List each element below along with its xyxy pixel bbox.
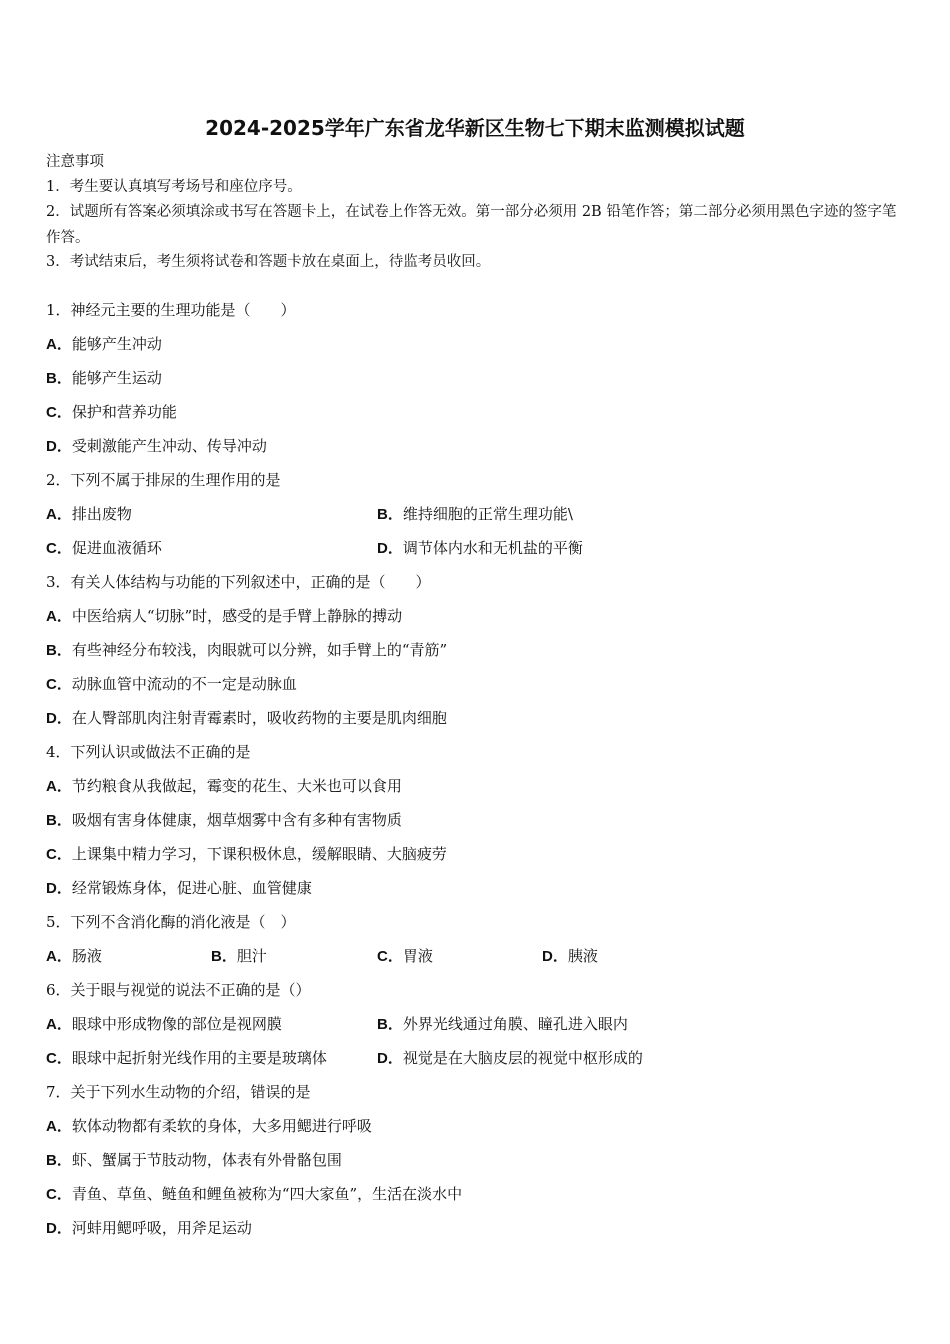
- page-title: 2024-2025学年广东省龙华新区生物七下期末监测模拟试题: [205, 116, 745, 140]
- question-stem: 6．关于眼与视觉的说法不正确的是（）: [46, 981, 311, 999]
- option-b: B．胆汁: [211, 947, 267, 965]
- question-stem: 4．下列认识或做法不正确的是: [46, 743, 251, 761]
- notice-item: 2．试题所有答案必须填涂或书写在答题卡上，在试卷上作答无效。第一部分必须用 2B 铅笔作答；第二部分必须用黑色字迹的签字笔作答。: [46, 204, 897, 246]
- option-a: A．中医给病人“切脉”时，感受的是手臂上静脉的搏动: [46, 607, 403, 625]
- option-b: B．有些神经分布较浅，肉眼就可以分辨，如手臂上的“青筋”: [46, 641, 448, 659]
- question-stem: 5．下列不含消化酶的消化液是（ ）: [46, 913, 296, 931]
- option-b: B．外界光线通过角膜、瞳孔进入眼内: [377, 1015, 628, 1033]
- option-d: D．河蚌用鳃呼吸，用斧足运动: [46, 1219, 252, 1237]
- option-b: B．维持细胞的正常生理功能\: [377, 505, 573, 523]
- option-c: C．眼球中起折射光线作用的主要是玻璃体: [46, 1049, 327, 1067]
- option-d: D．在人臀部肌肉注射青霉素时，吸收药物的主要是肌肉细胞: [46, 709, 447, 727]
- option-d: D．经常锻炼身体，促进心脏、血管健康: [46, 879, 312, 897]
- option-b: B．能够产生运动: [46, 369, 162, 387]
- option-a: A．肠液: [46, 947, 102, 965]
- option-c: C．上课集中精力学习，下课积极休息，缓解眼睛、大脑疲劳: [46, 845, 447, 863]
- option-c: C．青鱼、草鱼、鲢鱼和鲤鱼被称为“四大家鱼”，生活在淡水中: [46, 1185, 463, 1203]
- option-c: C．保护和营养功能: [46, 403, 177, 421]
- option-a: A．排出废物: [46, 505, 132, 523]
- option-d: D．受刺激能产生冲动、传导冲动: [46, 437, 267, 455]
- notice-item: 3．考试结束后，考生须将试卷和答题卡放在桌面上，待监考员收回。: [46, 254, 491, 270]
- option-c: C．胃液: [377, 947, 433, 965]
- option-c: C．促进血液循环: [46, 539, 162, 557]
- option-d: D．调节体内水和无机盐的平衡: [377, 539, 583, 557]
- option-a: A．节约粮食从我做起，霉变的花生、大米也可以食用: [46, 777, 402, 795]
- notice-heading: 注意事项: [46, 154, 104, 170]
- question-stem: 1．神经元主要的生理功能是（ ）: [46, 301, 296, 319]
- option-d: D．视觉是在大脑皮层的视觉中枢形成的: [377, 1049, 643, 1067]
- option-b: B．吸烟有害身体健康，烟草烟雾中含有多种有害物质: [46, 811, 402, 829]
- option-b: B．虾、蟹属于节肢动物，体表有外骨骼包围: [46, 1151, 342, 1169]
- question-stem: 2．下列不属于排尿的生理作用的是: [46, 471, 281, 489]
- option-a: A．能够产生冲动: [46, 335, 162, 353]
- notice-item: 1．考生要认真填写考场号和座位序号。: [46, 179, 302, 195]
- option-a: A．眼球中形成物像的部位是视网膜: [46, 1015, 282, 1033]
- option-a: A．软体动物都有柔软的身体，大多用鳃进行呼吸: [46, 1117, 372, 1135]
- option-c: C．动脉血管中流动的不一定是动脉血: [46, 675, 297, 693]
- option-d: D．胰液: [542, 947, 598, 965]
- question-stem: 3．有关人体结构与功能的下列叙述中，正确的是（ ）: [46, 573, 431, 591]
- question-stem: 7．关于下列水生动物的介绍，错误的是: [46, 1083, 311, 1101]
